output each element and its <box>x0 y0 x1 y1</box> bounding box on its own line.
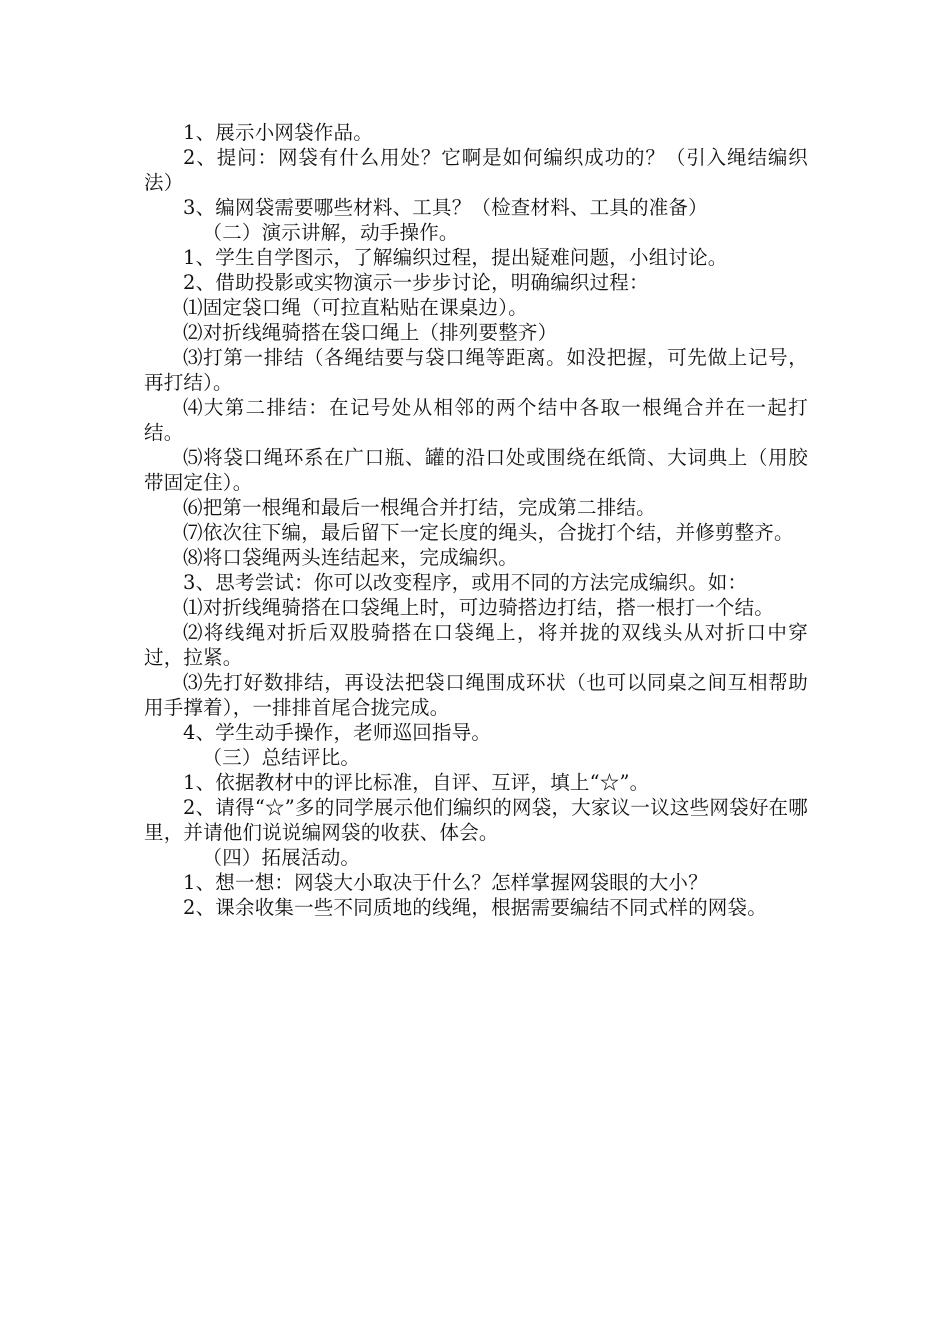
list-item: ⑸将袋口绳环系在广口瓶、罐的沿口处或围绕在纸筒、大词典上（用胶带固定住）。 <box>144 446 808 494</box>
paragraph: 3、编网袋需要哪些材料、工具？（检查材料、工具的准备） <box>183 196 708 219</box>
paragraph: 2、课余收集一些不同质地的线绳，根据需要编结不同式样的网袋。 <box>183 896 767 919</box>
paragraph: 1、展示小网袋作品。 <box>183 121 373 144</box>
list-item: ⑵将线绳对折后双股骑搭在口袋绳上，将并拢的双线头从对折口中穿过，拉紧。 <box>144 621 808 669</box>
list-item: ⑷大第二排结：在记号处从相邻的两个结中各取一根绳合并在一起打结。 <box>144 396 808 444</box>
list-item: ⑴对折线绳骑搭在口袋绳上时，可边骑搭边打结，搭一根打一个结。 <box>183 596 775 619</box>
paragraph: 4、学生动手操作，老师巡回指导。 <box>183 721 492 744</box>
list-item: ⑴固定袋口绳（可拉直粘贴在课桌边）。 <box>183 296 528 319</box>
list-item: ⑶先打好数排结，再设法把袋口绳围成环状（也可以同桌之间互相帮助用手撑着），一排排首尾合拢完成。 <box>144 671 808 719</box>
paragraph: 2、借助投影或实物演示一步步讨论，明确编织过程： <box>183 271 649 294</box>
paragraph: 1、学生自学图示，了解编织过程，提出疑难问题，小组讨论。 <box>183 246 728 269</box>
section-heading: （三）总结评比。 <box>202 746 361 769</box>
list-item: ⑶打第一排结（各绳结要与袋口绳等距离。如没把握，可先做上记号，再打结）。 <box>144 346 808 394</box>
document-page <box>144 120 808 920</box>
list-item: ⑵对折线绳骑搭在袋口绳上（排列要整齐） <box>183 321 558 344</box>
list-item: ⑻将口袋绳两头连结起来，完成编织。 <box>183 546 518 569</box>
section-heading: （四）拓展活动。 <box>202 846 361 869</box>
paragraph: 1、想一想：网袋大小取决于什么？怎样掌握网袋眼的大小？ <box>183 871 708 894</box>
section-heading: （二）演示讲解，动手操作。 <box>202 221 459 244</box>
paragraph: 1、依据教材中的评比标准，自评、互评，填上“☆”。 <box>183 771 650 794</box>
list-item: ⑺依次往下编，最后留下一定长度的绳头，合拢打个结，并修剪整齐。 <box>183 521 794 544</box>
paragraph: 3、思考尝试：你可以改变程序，或用不同的方法完成编织。如： <box>183 571 748 594</box>
paragraph: 2、请得“☆”多的同学展示他们编织的网袋，大家议一议这些网袋好在哪里，并请他们说说编网袋的收获、体会。 <box>144 796 808 844</box>
list-item: ⑹把第一根绳和最后一根绳合并打结，完成第二排结。 <box>183 496 656 519</box>
paragraph: 2、提问：网袋有什么用处？它啊是如何编织成功的？（引入绳结编织法） <box>144 146 808 194</box>
